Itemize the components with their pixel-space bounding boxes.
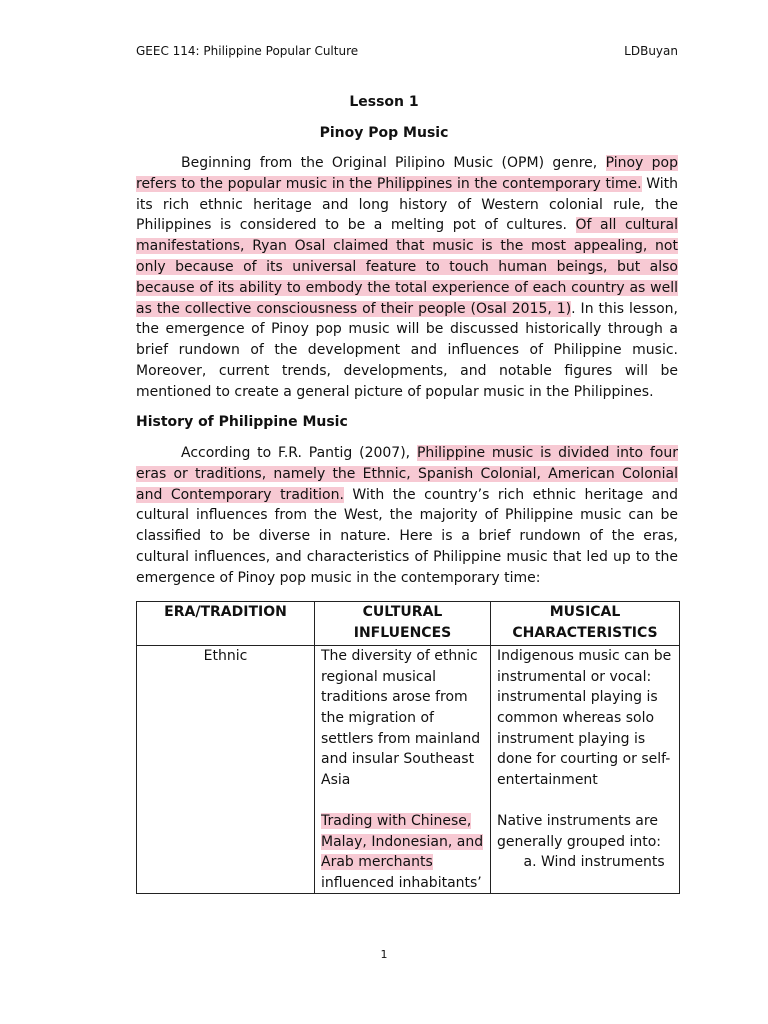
intro-text-1: Beginning from the Original Pilipino Music (OPM) genre, (181, 155, 606, 171)
influences-cell (315, 646, 491, 894)
intro-text-3: . In this lesson, the emergence of Pinoy pop music will be discussed historically through a brief rundown of the development and influences of Philippine music. Moreover, current trends, developments, and notable figures will be mentioned to create a general picture of popular music in the Philippines. (136, 300, 678, 400)
column-header-era: ERA/TRADITION (137, 602, 315, 646)
characteristics-text-1: Indigenous music can be instrumental or vocal: instrumental playing is common whereas solo instrument playing is done for courting or self-entertainment (497, 648, 672, 788)
history-text-1: According to F.R. Pantig (2007), (181, 445, 417, 461)
history-highlight: Philippine music is divided into four eras or traditions, namely the Ethnic, Spanish Colonial, American Colonial and Contemporary tradition. (136, 445, 678, 503)
intro-paragraph (136, 153, 678, 403)
page-header (136, 44, 678, 58)
column-header-influences: CULTURAL INFLUENCES (315, 602, 491, 646)
course-title: GEEC 114: Philippine Popular Culture (136, 44, 359, 58)
instrument-list (497, 852, 673, 873)
influence-text-2 (321, 811, 484, 893)
characteristics-cell (491, 646, 680, 894)
influence-highlight: Trading with Chinese, Malay, Indonesian, and Arab merchants (321, 812, 484, 871)
page-number: 1 (380, 948, 388, 961)
table-header-row (137, 602, 680, 646)
page-title: Pinoy Pop Music (319, 125, 449, 141)
intro-highlight-1: Pinoy pop refers to the popular music in the Philippines in the contemporary time. (136, 155, 678, 192)
section-heading: History of Philippine Music (136, 414, 348, 430)
characteristics-text-2: Native instruments are generally grouped into: (497, 812, 661, 850)
influence-text-1: The diversity of ethnic regional musical traditions arose from the migration of settlers from mainland and insular Southeast Asia (321, 648, 481, 788)
influence-rest: influenced inhabitants’ (321, 874, 482, 891)
era-cell: Ethnic (137, 646, 315, 894)
intro-text-2: With its rich ethnic heritage and long history of Western colonial rule, the Philippines is considered to be a melting pot of cultures. (136, 175, 678, 234)
table-row (137, 646, 680, 894)
era-table (136, 601, 680, 894)
history-paragraph (136, 443, 678, 589)
intro-highlight-2: Of all cultural manifestations, Ryan Osal claimed that music is the most appealing, not only because of its universal feature to touch human beings, but also because of its ability to embody the total experience of each country as well as the collective consciousness of their people (Osal 2015, 1) (136, 217, 678, 317)
column-header-characteristics: MUSICAL CHARACTERISTICS (491, 602, 680, 646)
history-text-2: With the country’s rich ethnic heritage and cultural influences from the West, the majority of Philippine music can be classified to be diverse in nature. Here is a brief rundown of the eras, cultural influences, and characteristics of Philippine music that led up to the emergence of Pinoy pop music in the contemporary time: (136, 486, 679, 586)
lesson-label: Lesson 1 (349, 94, 419, 110)
author-name: LDBuyan (624, 44, 678, 58)
list-item: a. Wind instruments (541, 852, 673, 873)
